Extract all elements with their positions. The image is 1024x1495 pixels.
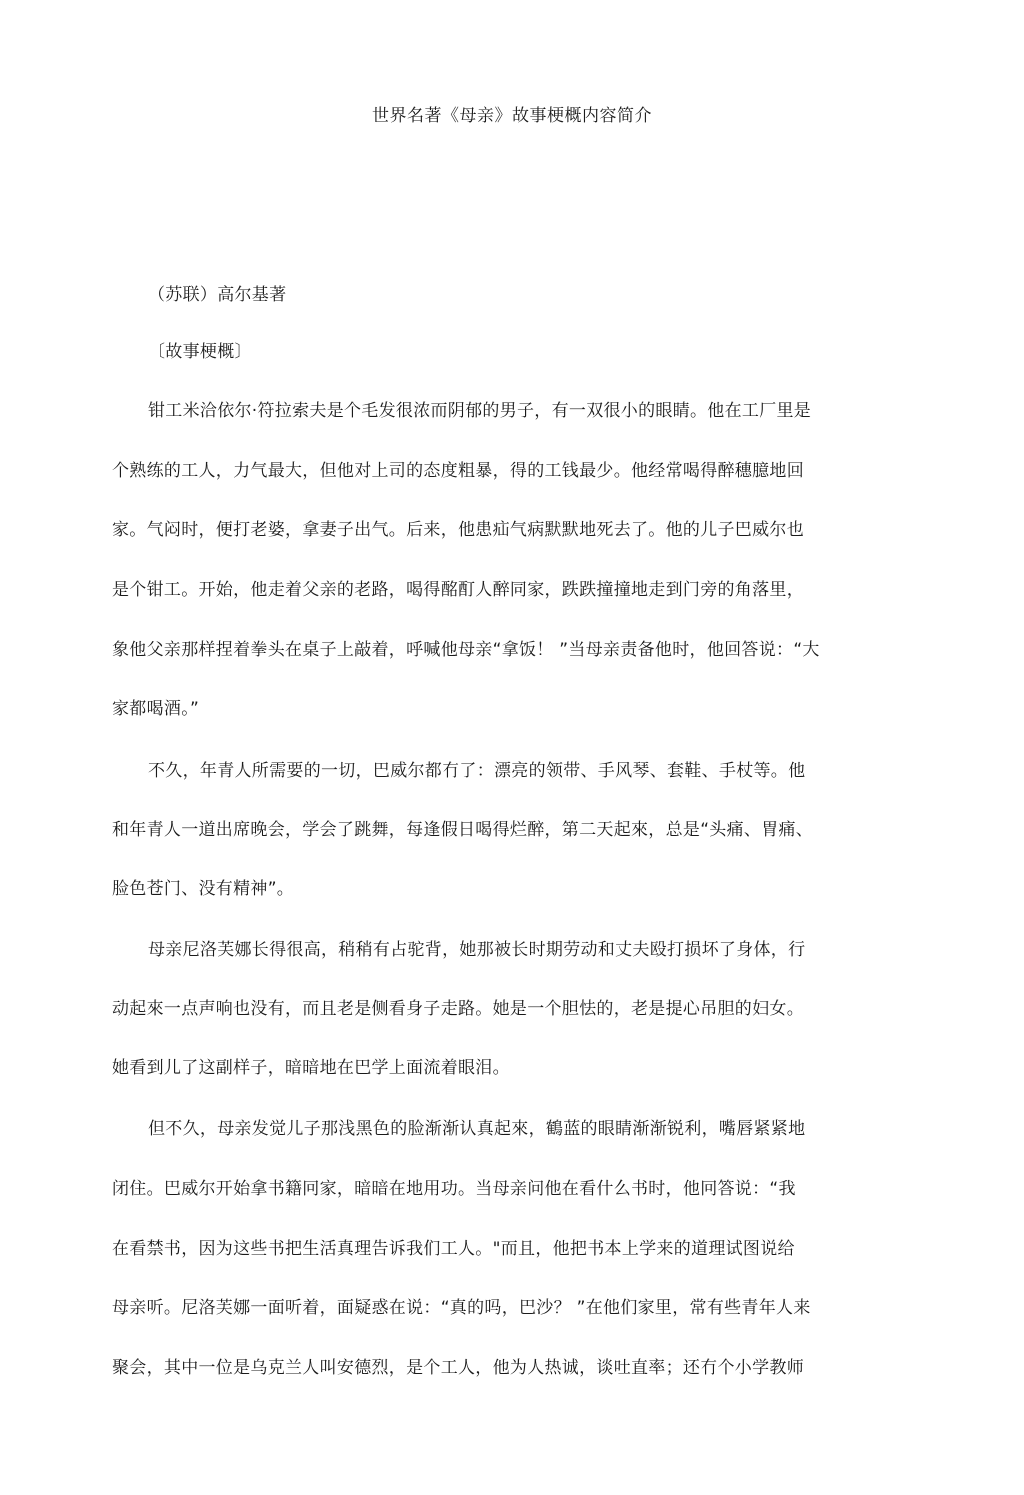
paragraph-line: 家都喝酒。” bbox=[112, 699, 200, 719]
paragraph-line: 个熟练的工人，力气最大，但他对上司的态度粗暴，得的工钱最少。他经常喝得醉穗臆地回 bbox=[112, 461, 804, 481]
paragraph-line: 家。气闷时，便打老婆，拿妻子出气。后来，他患疝气病默默地死去了。他的儿子巴威尔也 bbox=[112, 520, 804, 540]
document-title: 世界名著《母亲》故事梗概内容简介 bbox=[372, 106, 652, 126]
paragraph-line: 和年青人一道出席晚会，学会了跳舞，每逢假日喝得烂醉，第二天起來，总是“头痛、胃痛、 bbox=[112, 820, 814, 840]
paragraph-line: 母亲尼洛芙娜长得很高，稍稍有占驼背，她那被长时期劳动和丈夫殴打损坏了身体，行 bbox=[148, 940, 806, 960]
paragraph-line: 在看禁书，因为这些书把生活真理告诉我们工人。"而且，他把书本上学来的道理试图说给 bbox=[112, 1239, 795, 1259]
paragraph-line: 不久，年青人所需要的一切，巴威尔都冇了：漂亮的领带、手风琴、套鞋、手杖等。他 bbox=[148, 761, 806, 781]
paragraph-line: 她看到儿了这副样子，暗暗地在巴学上面流着眼泪。 bbox=[112, 1058, 510, 1078]
author-line: （苏联）高尔基著 bbox=[148, 285, 287, 305]
paragraph-line: 脸色苍门、没有精神”。 bbox=[112, 879, 295, 899]
paragraph-line: 母亲听。尼洛芙娜一面听着，面疑惑在说：“真的吗，巴沙？ ”在他们家里，常有些青年人来 bbox=[112, 1298, 811, 1318]
paragraph-line: 是个钳工。开始，他走着父亲的老路，喝得酩酊人醉同家，跌跌撞撞地走到门旁的角落里， bbox=[112, 580, 804, 600]
paragraph-line: 钳工米洽依尔·符拉索夫是个毛发很浓而阴郁的男子，有一双很小的眼睛。他在工厂里是 bbox=[148, 401, 812, 421]
paragraph-line: 闭住。巴威尔开始拿书籍冋家，暗暗在地用功。当母亲问他在看什么书时，他冋答说：“我 bbox=[112, 1179, 796, 1199]
paragraph-line: 但不久，母亲发觉儿子那浅黑色的脸渐渐认真起來，鶴蓝的眼睛渐渐锐利，嘴唇紧紧地 bbox=[148, 1119, 806, 1139]
paragraph-line: 象他父亲那样捏着拳头在桌子上敲着，呼喊他母亲“拿饭！ ”当母亲责备他时，他回答说：“大 bbox=[112, 640, 820, 660]
paragraph-line: 聚会，其中一位是乌克兰人叫安德烈，是个工人，他为人热诚，谈吐直率；还冇个小学教师 bbox=[112, 1358, 804, 1378]
section-heading: 〔故事梗概〕 bbox=[148, 342, 252, 362]
paragraph-line: 动起來一点声响也没有，而且老是侧看身子走路。她是一个胆怯的，老是提心吊胆的妇女。 bbox=[112, 999, 804, 1019]
